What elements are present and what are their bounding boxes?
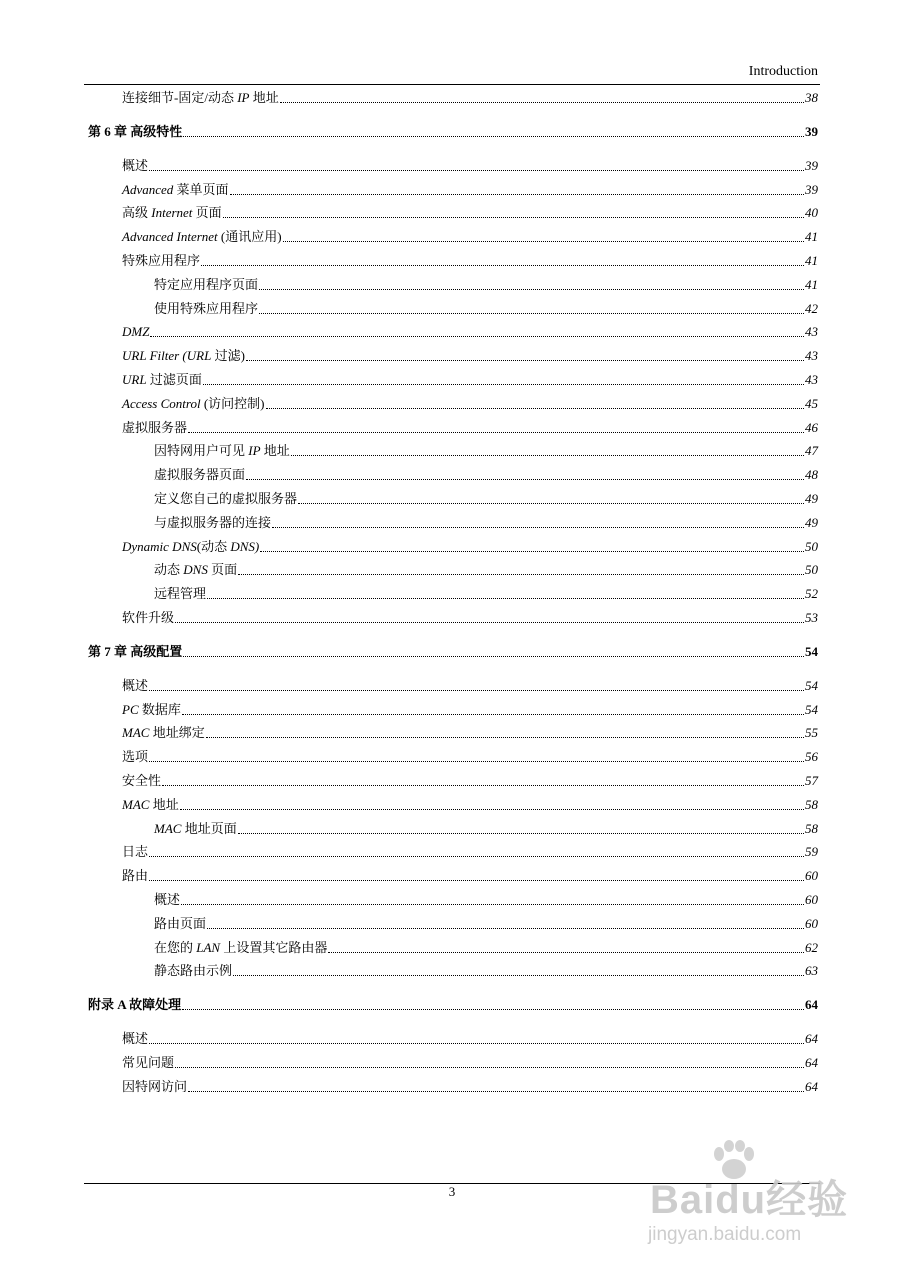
toc-entry-page: 54: [805, 643, 818, 659]
toc-leader-dots: [206, 734, 804, 738]
toc-entry-label: 特定应用程序页面: [154, 276, 259, 292]
toc-entry: [84, 1055, 818, 1071]
toc-leader-dots: [207, 925, 804, 929]
toc-entry: [84, 916, 818, 932]
toc-entry-page: 43: [805, 324, 818, 340]
toc-entry-label: 第 7 章 高级配置: [88, 643, 183, 659]
toc-entry: [84, 182, 818, 198]
toc-leader-dots: [223, 214, 804, 218]
toc-entry-page: 39: [805, 123, 818, 139]
toc-entry-label: 连接细节-固定/动态 IP 地址: [122, 90, 279, 105]
toc-entry: [84, 797, 818, 813]
toc-entry: [84, 467, 818, 483]
toc-leader-dots: [328, 949, 804, 953]
toc-entry: [84, 301, 818, 317]
toc-entry: [84, 940, 818, 956]
toc-leader-dots: [260, 548, 804, 552]
toc-leader-dots: [149, 758, 804, 762]
toc-entry-label: MAC 地址页面: [154, 820, 237, 836]
toc-entry: [84, 821, 818, 837]
toc-leader-dots: [183, 133, 804, 137]
toc-entry-label: PC 数据库: [122, 701, 181, 717]
toc-leader-dots: [175, 619, 804, 623]
toc-entry-page: 39: [805, 157, 818, 173]
toc-entry-label: 概述: [122, 677, 149, 693]
toc-entry-page: 41: [805, 253, 818, 268]
toc-entry: [84, 277, 818, 293]
toc-leader-dots: [188, 1088, 804, 1092]
toc-leader-dots: [283, 238, 804, 242]
toc-entry-page: 63: [805, 963, 818, 979]
toc-entry-label: 使用特殊应用程序: [154, 300, 259, 316]
toc-entry-label: 与虚拟服务器的连接: [154, 514, 272, 530]
toc-entry-page: 60: [805, 892, 818, 907]
toc-leader-dots: [207, 595, 804, 599]
toc-entry-page: 49: [805, 491, 818, 506]
toc-entry-page: 58: [805, 796, 818, 812]
toc-entry-label: Access Control (访问控制): [122, 395, 265, 411]
toc-entry-label: MAC 地址绑定: [122, 725, 205, 741]
toc-leader-dots: [291, 452, 804, 456]
toc-entry-page: 64: [805, 1055, 818, 1070]
toc-entry-label: 动态 DNS 页面: [154, 562, 238, 578]
toc-leader-dots: [259, 286, 804, 290]
toc-entry: [84, 515, 818, 531]
toc-leader-dots: [149, 853, 804, 857]
toc-entry: [84, 253, 818, 269]
toc-entry-label: Advanced 菜单页面: [122, 181, 229, 197]
toc-entry-page: 60: [805, 915, 818, 931]
toc-leader-dots: [280, 99, 804, 103]
toc-leader-dots: [149, 1040, 804, 1044]
toc-entry-page: 50: [805, 538, 818, 554]
toc-leader-dots: [203, 381, 804, 385]
toc-entry-page: 41: [805, 276, 818, 292]
toc-leader-dots: [238, 830, 804, 834]
toc-entry-label: 软件升级: [122, 610, 175, 625]
toc-entry-label: 选项: [122, 749, 149, 765]
toc-leader-dots: [272, 524, 804, 528]
toc-leader-dots: [238, 571, 804, 575]
toc-leader-dots: [266, 405, 804, 409]
watermark-logo-text: Baidu经验: [650, 1178, 849, 1222]
toc-entry-page: 64: [805, 997, 818, 1013]
toc-chapter-entry: [84, 124, 818, 140]
toc-entry-label: 附录 A 故障处理: [88, 997, 182, 1013]
toc-entry-page: 62: [805, 939, 818, 955]
toc-leader-dots: [149, 877, 804, 881]
toc-leader-dots: [188, 429, 804, 433]
toc-leader-dots: [233, 972, 804, 976]
toc-entry-page: 45: [805, 395, 818, 411]
toc-leader-dots: [246, 476, 804, 480]
toc-entry: [84, 725, 818, 741]
watermark-url: jingyan.baidu.com: [648, 1224, 802, 1245]
toc-entry: [84, 773, 818, 789]
toc-entry-page: 48: [805, 467, 818, 483]
toc-entry: [84, 324, 818, 340]
toc-entry-page: 39: [805, 181, 818, 197]
toc-leader-dots: [246, 357, 804, 361]
toc-entry-label: Advanced Internet (通讯应用): [122, 229, 282, 245]
toc-entry: [84, 229, 818, 245]
toc-entry-label: MAC 地址: [122, 796, 179, 812]
toc-entry: [84, 90, 818, 106]
toc-entry-label: Dynamic DNS(动态 DNS): [122, 538, 260, 554]
toc-entry-page: 42: [805, 300, 818, 316]
toc-entry-page: 47: [805, 443, 818, 459]
toc-entry: [84, 443, 818, 459]
header-rule: [84, 84, 820, 85]
toc-leader-dots: [175, 1064, 804, 1068]
toc-leader-dots: [230, 191, 804, 195]
toc-entry-label: 安全性: [122, 773, 162, 788]
toc-entry: [84, 420, 818, 436]
toc-entry-page: 57: [805, 773, 818, 788]
toc-entry-label: 第 6 章 高级特性: [88, 123, 183, 139]
toc-entry-label: 因特网用户可见 IP 地址: [154, 443, 290, 459]
page-number: 3: [448, 1184, 456, 1199]
toc-entry-label: 在您的 LAN 上设置其它路由器: [154, 939, 328, 955]
toc-entry-label: 定义您自己的虚拟服务器: [154, 491, 298, 506]
toc-entry-page: 58: [805, 820, 818, 836]
toc-entry-label: URL 过滤页面: [122, 372, 202, 387]
toc-entry-page: 38: [805, 90, 818, 105]
toc-entry-label: 因特网访问: [122, 1078, 188, 1094]
toc-chapter-entry: [84, 997, 818, 1013]
toc-entry-label: 远程管理: [154, 586, 207, 602]
toc-entry-label: 静态路由示例: [154, 963, 233, 979]
toc-entry: [84, 702, 818, 718]
toc-leader-dots: [182, 1006, 804, 1010]
toc-leader-dots: [298, 500, 804, 504]
toc-leader-dots: [162, 782, 804, 786]
baidu-jingyan-watermark: [640, 1140, 860, 1260]
toc-entry-label: DMZ: [122, 324, 150, 340]
toc-entry-label: 日志: [122, 844, 149, 860]
toc-entry: [84, 205, 818, 221]
toc-entry-page: 56: [805, 749, 818, 765]
toc-entry-page: 64: [805, 1031, 818, 1047]
toc-entry-label: 高级 Internet 页面: [122, 205, 222, 221]
toc-entry-label: 常见问题: [122, 1055, 175, 1070]
toc-leader-dots: [183, 653, 804, 657]
toc-entry-label: 虚拟服务器: [122, 419, 188, 435]
toc-entry-label: URL Filter (URL 过滤): [122, 348, 245, 364]
toc-entry: [84, 372, 818, 388]
toc-entry: [84, 963, 818, 979]
toc-entry-page: 52: [805, 586, 818, 602]
toc-entry-page: 46: [805, 419, 818, 435]
toc-entry-page: 53: [805, 610, 818, 625]
toc-entry-label: 虚拟服务器页面: [154, 467, 246, 483]
toc-entry-label: 路由: [122, 868, 149, 884]
toc-leader-dots: [149, 167, 804, 171]
toc-entry-page: 40: [805, 205, 818, 221]
toc-entry: [84, 749, 818, 765]
toc-entry: [84, 678, 818, 694]
toc-entry-page: 59: [805, 844, 818, 860]
toc-entry-page: 64: [805, 1078, 818, 1094]
toc-entry: [84, 1079, 818, 1095]
toc-entry-page: 50: [805, 562, 818, 578]
toc-entry: [84, 158, 818, 174]
toc-entry-page: 54: [805, 677, 818, 693]
toc-entry-page: 43: [805, 348, 818, 364]
toc-entry-label: 路由页面: [154, 915, 207, 931]
toc-entry: [84, 868, 818, 884]
toc-leader-dots: [150, 333, 804, 337]
toc-entry: [84, 562, 818, 578]
toc-leader-dots: [201, 262, 804, 266]
toc-entry-label: 概述: [122, 157, 149, 173]
toc-entry: [84, 610, 818, 626]
toc-entry: [84, 491, 818, 507]
toc-entry-page: 49: [805, 514, 818, 530]
toc-entry-label: 特殊应用程序: [122, 253, 201, 268]
toc-entry-label: 概述: [154, 892, 181, 907]
toc-leader-dots: [181, 901, 804, 905]
toc-entry-page: 43: [805, 372, 818, 387]
toc-chapter-entry: [84, 644, 818, 660]
toc-entry-label: 概述: [122, 1031, 149, 1047]
toc-leader-dots: [180, 806, 804, 810]
toc-entry-page: 54: [805, 701, 818, 717]
toc-entry: [84, 348, 818, 364]
toc-entry: [84, 1031, 818, 1047]
toc-entry: [84, 396, 818, 412]
running-header-title: Introduction: [748, 64, 818, 79]
toc-entry: [84, 586, 818, 602]
toc-leader-dots: [182, 711, 804, 715]
toc-leader-dots: [149, 687, 804, 691]
toc-leader-dots: [259, 310, 804, 314]
toc-entry: [84, 892, 818, 908]
toc-entry-page: 41: [805, 229, 818, 245]
toc-entry: [84, 844, 818, 860]
toc-entry-page: 55: [805, 725, 818, 741]
toc-entry-page: 60: [805, 868, 818, 884]
toc-entry: [84, 539, 818, 555]
